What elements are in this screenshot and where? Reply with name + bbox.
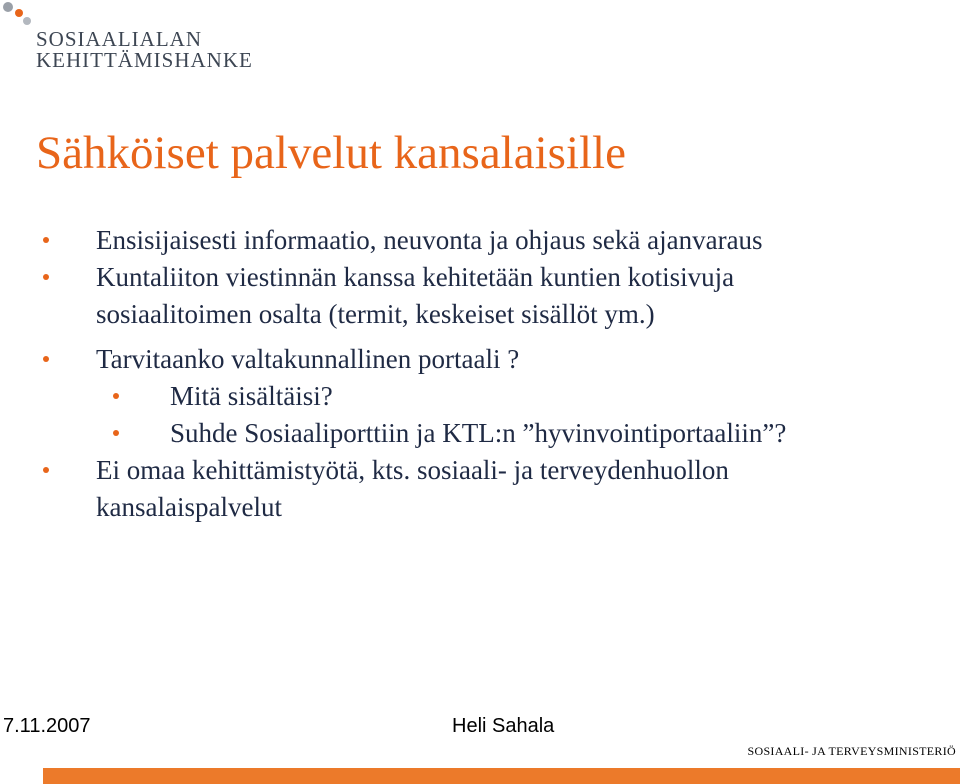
bullet-item [0,222,960,259]
bullet-item [0,341,960,378]
logo-text-line1: SOSIAALIALAN [36,27,202,51]
bullet-dot-icon [43,274,49,280]
bullet-item [0,452,960,526]
bullet-item [0,259,960,341]
bullet-text: Mitä sisältäisi? [170,381,333,411]
logo-dots-icon [0,0,40,40]
bullet-text: kansalaispalvelut [96,492,282,522]
logo-text-line2: KEHITTÄMISHANKE [36,48,253,72]
bullet-text: sosiaalitoimen osalta (termit, keskeiset sisällöt ym.) [96,299,655,329]
slide-title: Sähköiset palvelut kansalaisille [36,127,626,179]
bullet-dot-icon [113,393,119,399]
bullet-dot-icon [113,430,119,436]
footer-date: 7.11.2007 [3,715,91,737]
bullet-list [0,222,960,526]
footer-author: Heli Sahala [452,715,555,737]
bullet-item [0,415,960,452]
bullet-text: Kuntaliiton viestinnän kanssa kehitetään kuntien kotisivuja [96,262,735,292]
logo [0,0,260,80]
bullet-dot-icon [43,467,49,473]
footer-ministry: SOSIAALI- JA TERVEYSMINISTERIÖ [747,744,956,758]
bullet-item [0,378,960,415]
bullet-text: Suhde Sosiaaliporttiin ja KTL:n ”hyvinvointiportaaliin”? [170,418,787,448]
bullet-text: Ei omaa kehittämistyötä, kts. sosiaali- ja terveydenhuollon [96,455,729,485]
footer-bar [43,768,960,784]
bullet-dot-icon [43,356,49,362]
bullet-text: Ensisijaisesti informaatio, neuvonta ja ohjaus sekä ajanvaraus [96,225,763,255]
bullet-text: Tarvitaanko valtakunnallinen portaali ? [96,344,520,374]
bullet-dot-icon [43,237,49,243]
